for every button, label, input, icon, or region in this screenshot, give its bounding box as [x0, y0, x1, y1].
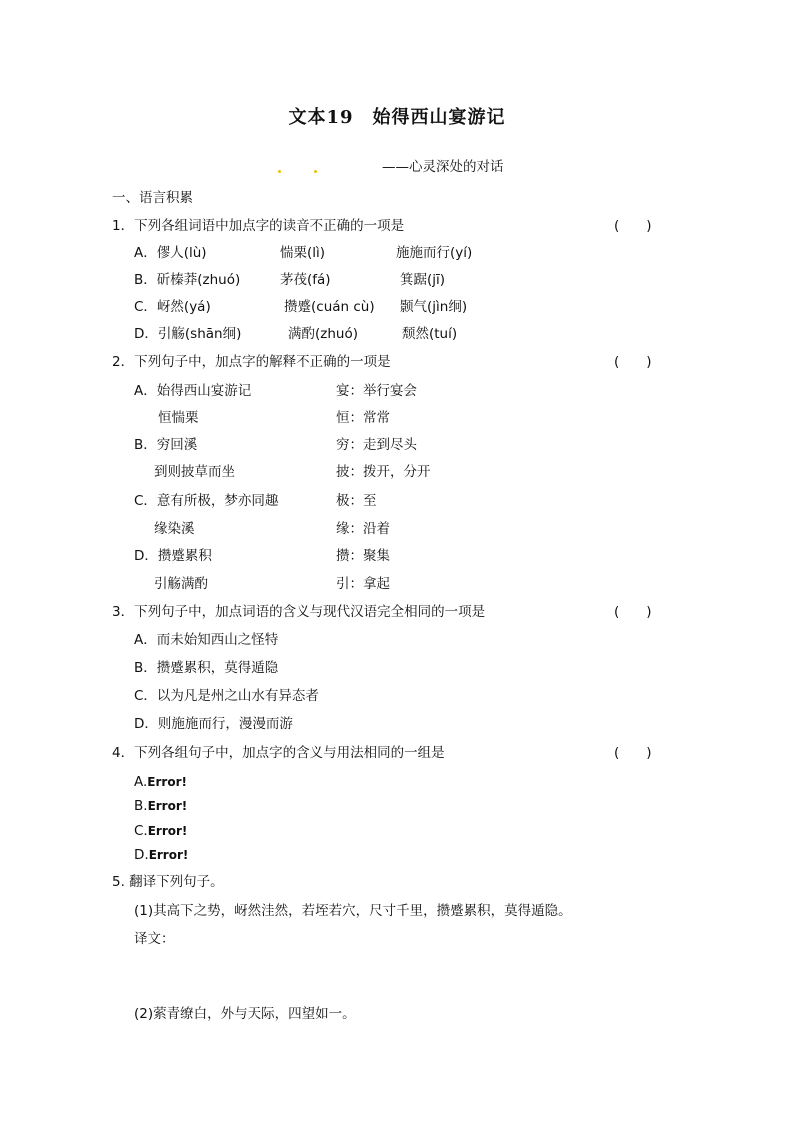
q4-option-letter: B.	[134, 798, 148, 814]
question-5-stem: 5. 翻译下列句子。	[112, 874, 224, 890]
answer-blank-q3: ( )	[614, 604, 652, 620]
q2-explanation: 极：至	[336, 493, 377, 509]
q1-option-c-3: 颢气(jìn䌹)	[400, 299, 468, 315]
q4-option-letter: D.	[134, 847, 149, 863]
question-4-stem: 4．下列各组句子中，加点字的含义与用法相同的一组是	[112, 745, 445, 761]
q2-explanation: 恒：常常	[336, 410, 390, 426]
q4-option-error: Error!	[147, 824, 188, 838]
q2-sentence: 恒惴栗	[158, 410, 199, 426]
q2-sentence: D．攒蹙累积	[134, 548, 212, 564]
q4-option-letter: C.	[134, 823, 148, 839]
q2-sentence: 缘染溪	[154, 521, 195, 537]
q2-sentence: A．始得西山宴游记	[134, 383, 252, 399]
q5-sentence-2: (2)萦青缭白，外与天际，四望如一。	[134, 1006, 356, 1022]
document-subtitle: ——心灵深处的对话	[382, 159, 504, 175]
question-2-stem: 2．下列句子中，加点字的解释不正确的一项是	[112, 354, 391, 370]
q3-option-a: A．而未始知西山之怪特	[134, 632, 279, 648]
q1-option-c-2: 攒蹙(cuán cù)	[284, 299, 375, 315]
q2-explanation: 缘：沿着	[336, 521, 390, 537]
q1-option-d-3: 颓然(tuí)	[402, 326, 458, 342]
q4-option-error: Error!	[147, 799, 188, 813]
answer-blank-q1: ( )	[614, 218, 652, 234]
q4-option-b	[134, 798, 187, 814]
q2-explanation: 穷：走到尽头	[336, 437, 417, 453]
q4-option-error: Error!	[147, 775, 187, 789]
q2-sentence: 到则披草而坐	[154, 464, 235, 480]
q2-sentence: B．穷回溪	[134, 437, 198, 453]
q1-option-b-3: 箕踞(jī)	[400, 272, 446, 288]
document-title: 文本19 始得西山宴游记	[288, 107, 506, 128]
q4-option-error: Error!	[148, 848, 189, 862]
q1-option-a-2: 惴栗(lì)	[280, 245, 326, 261]
q1-option-b-1: B．斫榛莽(zhuó)	[134, 272, 241, 288]
answer-blank-q2: ( )	[614, 354, 652, 370]
q1-option-a-3: 施施而行(yí)	[396, 245, 473, 261]
emphasis-dot	[278, 170, 281, 173]
question-3-stem: 3．下列句子中，加点词语的含义与现代汉语完全相同的一项是	[112, 604, 486, 620]
q2-sentence: 引觞满酌	[154, 576, 208, 592]
emphasis-dot	[314, 170, 317, 173]
q1-option-d-2: 满酌(zhuó)	[288, 326, 358, 342]
q2-explanation: 披：拨开，分开	[336, 464, 431, 480]
q1-option-a-1: A．僇人(lù)	[134, 245, 207, 261]
q3-option-c: C．以为凡是州之山水有异态者	[134, 688, 319, 704]
q3-option-b: B．攒蹙累积，莫得遁隐	[134, 660, 279, 676]
q5-sentence-1: (1)其高下之势，岈然洼然，若垤若穴，尺寸千里，攒蹙累积，莫得遁隐。	[134, 903, 572, 919]
q5-translation-label: 译文：	[134, 931, 175, 947]
q4-option-a	[134, 774, 187, 790]
q2-sentence: C．意有所极，梦亦同趣	[134, 493, 279, 509]
q1-option-b-2: 茅茷(fá)	[280, 272, 331, 288]
q4-option-c	[134, 823, 187, 839]
question-1-stem: 1．下列各组词语中加点字的读音不正确的一项是	[112, 218, 405, 234]
q3-option-d: D．则施施而行，漫漫而游	[134, 716, 293, 732]
q2-explanation: 攒：聚集	[336, 548, 390, 564]
q1-option-d-1: D．引觞(shān䌹)	[134, 326, 242, 342]
section-heading: 一、语言积累	[112, 190, 193, 206]
q4-option-d	[134, 847, 188, 863]
q2-explanation: 引：拿起	[336, 576, 390, 592]
q2-explanation: 宴：举行宴会	[336, 383, 417, 399]
emphasis-dots	[276, 163, 336, 175]
answer-blank-q4: ( )	[614, 745, 652, 761]
q1-option-c-1: C．岈然(yá)	[134, 299, 211, 315]
q4-option-letter: A.	[134, 774, 148, 790]
